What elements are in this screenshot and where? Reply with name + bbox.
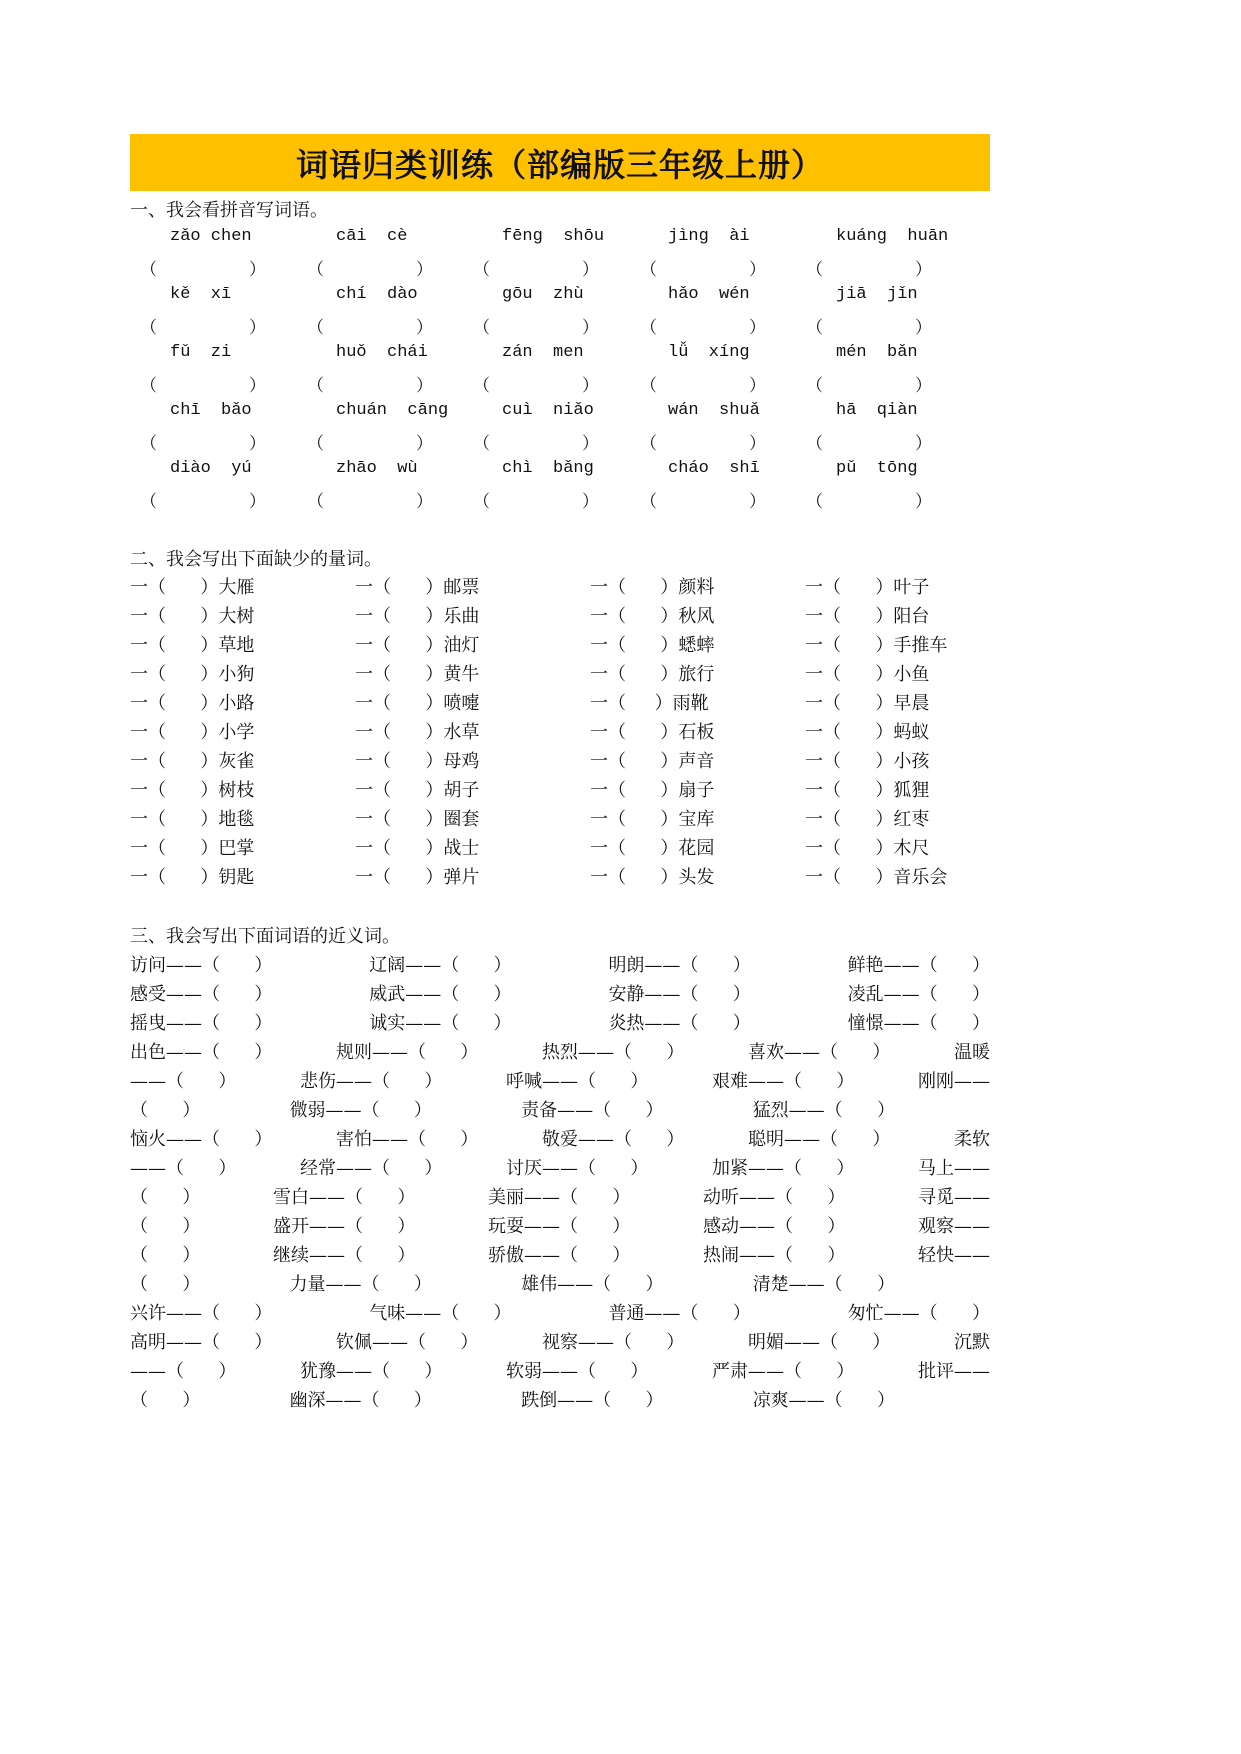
measure-word-item[interactable]: 一（ ）蚂蚁 <box>805 722 930 743</box>
close-bracket: ） <box>416 434 433 454</box>
synonym-item[interactable]: 出色——（ ） <box>130 1042 273 1063</box>
synonym-item[interactable] <box>984 1096 990 1122</box>
close-bracket: ） <box>249 376 266 396</box>
synonym-item[interactable] <box>984 1270 990 1296</box>
measure-word-item[interactable]: 一（ ）叶子 <box>805 577 930 598</box>
measure-word-item[interactable]: 一（ ）黄牛 <box>355 664 480 685</box>
synonym-item[interactable]: 热闹——（ ） <box>703 1245 846 1266</box>
open-bracket: （ <box>640 318 657 338</box>
close-bracket: ） <box>915 260 932 280</box>
measure-word-item[interactable]: 一（ ）秋风 <box>590 606 715 627</box>
pinyin-prompt: wán shuǎ <box>668 401 760 420</box>
open-bracket: （ <box>307 260 324 280</box>
open-bracket: （ <box>473 260 490 280</box>
synonym-item[interactable]: 力量——（ ） <box>289 1274 432 1295</box>
synonym-item[interactable]: 猛烈——（ ） <box>752 1100 896 1121</box>
synonym-item[interactable]: 匆忙——（ ） <box>847 1303 990 1324</box>
synonym-item[interactable]: 加紧——（ ） <box>712 1158 855 1179</box>
synonym-item[interactable]: 沉默 <box>954 1332 990 1353</box>
measure-word-item[interactable]: 一（ ）圈套 <box>355 809 480 830</box>
measure-word-item[interactable]: 一（ ）灰雀 <box>130 751 255 772</box>
open-bracket: （ <box>307 318 324 338</box>
synonym-item[interactable]: 马上—— <box>918 1158 990 1179</box>
answer-blank[interactable] <box>806 371 932 396</box>
page-title: 词语归类训练（部编版三年级上册） <box>295 145 824 184</box>
measure-word-item[interactable]: 一（ ）母鸡 <box>355 751 480 772</box>
measure-word-item[interactable]: 一（ ）大雁 <box>130 577 255 598</box>
open-bracket: （ <box>640 434 657 454</box>
close-bracket: ） <box>249 492 266 512</box>
synonym-item[interactable]: 威武——（ ） <box>369 984 512 1005</box>
synonym-item[interactable]: 雪白——（ ） <box>273 1187 416 1208</box>
pinyin-prompt: cuì niǎo <box>502 401 594 420</box>
synonym-line <box>130 1357 990 1383</box>
synonym-item[interactable]: 微弱——（ ） <box>289 1100 432 1121</box>
open-bracket: （ <box>806 376 823 396</box>
pinyin-prompt: jiā jǐn <box>836 285 918 304</box>
synonym-item[interactable]: 责备——（ ） <box>521 1100 664 1121</box>
synonym-item[interactable]: 安静——（ ） <box>608 984 751 1005</box>
answer-blank[interactable] <box>806 313 932 338</box>
synonym-item[interactable]: 气味——（ ） <box>369 1303 512 1324</box>
open-bracket: （ <box>640 376 657 396</box>
synonym-item[interactable]: 访问——（ ） <box>130 955 273 976</box>
synonym-item[interactable]: 喜欢——（ ） <box>748 1042 891 1063</box>
measure-word-item[interactable]: 一（ ）小学 <box>130 722 255 743</box>
pinyin-prompt: chì bǎng <box>502 459 594 478</box>
pinyin-prompt: zhāo wù <box>336 459 418 478</box>
synonym-item[interactable]: 感动——（ ） <box>703 1216 846 1237</box>
close-bracket: ） <box>582 318 599 338</box>
close-bracket: ） <box>582 376 599 396</box>
pinyin-prompt: lǚ xíng <box>668 343 750 362</box>
measure-word-item[interactable]: 一（ ）巴掌 <box>130 838 255 859</box>
open-bracket: （ <box>473 492 490 512</box>
synonym-item[interactable]: 刚刚—— <box>918 1071 990 1092</box>
synonym-item[interactable]: 视察——（ ） <box>542 1332 685 1353</box>
close-bracket: ） <box>749 434 766 454</box>
synonym-item[interactable]: 规则——（ ） <box>336 1042 479 1063</box>
synonym-item[interactable]: ——（ ） <box>130 1071 237 1092</box>
measure-word-item[interactable]: 一（ ）草地 <box>130 635 255 656</box>
synonym-item[interactable]: 轻快—— <box>918 1245 990 1266</box>
pinyin-prompt: mén bǎn <box>836 343 918 362</box>
measure-word-item[interactable]: 一（ ）大树 <box>130 606 255 627</box>
answer-blank[interactable] <box>806 429 932 454</box>
answer-blank[interactable] <box>140 371 266 396</box>
synonym-line <box>130 1328 990 1354</box>
measure-word-item[interactable]: 一（ ）宝库 <box>590 809 715 830</box>
answer-blank[interactable] <box>640 487 766 512</box>
answer-blank[interactable] <box>473 255 599 280</box>
synonym-item[interactable]: 讨厌——（ ） <box>506 1158 649 1179</box>
synonym-item[interactable]: 柔软 <box>954 1129 990 1150</box>
close-bracket: ） <box>416 318 433 338</box>
open-bracket: （ <box>307 376 324 396</box>
synonym-item[interactable]: （ ） <box>130 1245 201 1266</box>
synonym-line <box>130 1212 990 1238</box>
pinyin-prompt: cháo shī <box>668 459 760 478</box>
synonym-item[interactable]: 观察—— <box>918 1216 990 1237</box>
pinyin-prompt: huǒ chái <box>336 343 428 362</box>
synonym-line <box>130 1154 990 1180</box>
synonym-item[interactable]: （ ） <box>130 1216 201 1237</box>
synonym-item[interactable]: ——（ ） <box>130 1158 237 1179</box>
close-bracket: ） <box>582 260 599 280</box>
close-bracket: ） <box>416 492 433 512</box>
measure-word-item[interactable]: 一（ ）水草 <box>355 722 480 743</box>
answer-blank[interactable] <box>806 487 932 512</box>
measure-word-item[interactable]: 一（ ）喷嚏 <box>355 693 480 714</box>
synonym-item[interactable]: 艰难——（ ） <box>712 1071 855 1092</box>
section3-heading: 三、我会写出下面词语的近义词。 <box>130 926 400 947</box>
synonym-item[interactable]: 普通——（ ） <box>608 1303 751 1324</box>
synonym-line <box>130 1038 990 1064</box>
section1-heading: 一、我会看拼音写词语。 <box>130 200 328 221</box>
synonym-item[interactable]: 继续——（ ） <box>273 1245 416 1266</box>
synonym-item[interactable]: 鲜艳——（ ） <box>847 955 990 976</box>
synonym-item[interactable]: （ ） <box>130 1100 201 1121</box>
synonym-item[interactable]: （ ） <box>130 1390 201 1411</box>
synonym-item[interactable]: 聪明——（ ） <box>748 1129 891 1150</box>
synonym-line <box>130 1386 990 1412</box>
answer-blank[interactable] <box>307 313 433 338</box>
synonym-item[interactable]: （ ） <box>130 1274 201 1295</box>
pinyin-prompt: chī bǎo <box>170 401 252 420</box>
close-bracket: ） <box>749 318 766 338</box>
measure-word-item[interactable]: 一（ ）树枝 <box>130 780 255 801</box>
pinyin-prompt: chí dào <box>336 285 418 304</box>
title-banner <box>130 134 990 191</box>
open-bracket: （ <box>307 434 324 454</box>
answer-blank[interactable] <box>640 313 766 338</box>
close-bracket: ） <box>582 434 599 454</box>
measure-word-item[interactable]: 一（ ）战士 <box>355 838 480 859</box>
answer-blank[interactable] <box>640 255 766 280</box>
open-bracket: （ <box>806 434 823 454</box>
close-bracket: ） <box>249 260 266 280</box>
pinyin-prompt: hā qiàn <box>836 401 918 420</box>
synonym-item[interactable]: 诚实——（ ） <box>369 1013 512 1034</box>
synonym-line <box>130 951 990 977</box>
pinyin-prompt: gōu zhù <box>502 285 584 304</box>
synonym-item[interactable]: 寻觅—— <box>918 1187 990 1208</box>
pinyin-prompt: zǎo chen <box>170 227 252 246</box>
answer-blank[interactable] <box>140 313 266 338</box>
synonym-item[interactable]: 高明——（ ） <box>130 1332 273 1353</box>
synonym-item[interactable]: 清楚——（ ） <box>752 1274 896 1295</box>
measure-word-item[interactable]: 一（ ）乐曲 <box>355 606 480 627</box>
synonym-line <box>130 1009 990 1035</box>
open-bracket: （ <box>140 376 157 396</box>
pinyin-prompt: hǎo wén <box>668 285 750 304</box>
pinyin-prompt: kě xī <box>170 285 232 304</box>
synonym-item[interactable]: 跌倒——（ ） <box>521 1390 664 1411</box>
synonym-item[interactable]: 骄傲——（ ） <box>488 1245 631 1266</box>
measure-word-item[interactable]: 一（ ）小鱼 <box>805 664 930 685</box>
synonym-line <box>130 1067 990 1093</box>
answer-blank[interactable] <box>640 429 766 454</box>
synonym-item[interactable]: 玩耍——（ ） <box>488 1216 631 1237</box>
synonym-item[interactable]: 软弱——（ ） <box>506 1361 649 1382</box>
answer-blank[interactable] <box>140 255 266 280</box>
synonym-item[interactable]: 恼火——（ ） <box>130 1129 273 1150</box>
open-bracket: （ <box>473 318 490 338</box>
synonym-item[interactable]: 感受——（ ） <box>130 984 273 1005</box>
synonym-item[interactable]: 明朗——（ ） <box>608 955 751 976</box>
synonym-line <box>130 1270 990 1296</box>
pinyin-prompt: fēng shōu <box>502 227 605 246</box>
answer-blank[interactable] <box>473 487 599 512</box>
measure-word-item[interactable]: 一（ ）地毯 <box>130 809 255 830</box>
measure-word-item[interactable]: 一（ ）蟋蟀 <box>590 635 715 656</box>
synonym-item[interactable]: ——（ ） <box>130 1361 237 1382</box>
close-bracket: ） <box>915 376 932 396</box>
synonym-item[interactable]: 炎热——（ ） <box>608 1013 751 1034</box>
synonym-item[interactable]: 温暖 <box>954 1042 990 1063</box>
measure-word-item[interactable]: 一（ ）旅行 <box>590 664 715 685</box>
open-bracket: （ <box>140 260 157 280</box>
synonym-item[interactable]: 敬爱——（ ） <box>542 1129 685 1150</box>
close-bracket: ） <box>749 260 766 280</box>
answer-blank[interactable] <box>307 371 433 396</box>
measure-word-item[interactable]: 一（ ）头发 <box>590 867 715 888</box>
answer-blank[interactable] <box>140 429 266 454</box>
measure-word-item[interactable]: 一（ ）阳台 <box>805 606 930 627</box>
measure-word-item[interactable]: 一（ ）音乐会 <box>805 867 948 888</box>
measure-word-item[interactable]: 一（ ）声音 <box>590 751 715 772</box>
measure-word-item[interactable]: 一（ ）弹片 <box>355 867 480 888</box>
synonym-item[interactable]: 害怕——（ ） <box>336 1129 479 1150</box>
synonym-item[interactable]: 盛开——（ ） <box>273 1216 416 1237</box>
synonym-item[interactable]: 呼喊——（ ） <box>506 1071 649 1092</box>
close-bracket: ） <box>749 376 766 396</box>
synonym-item[interactable]: 凉爽——（ ） <box>752 1390 896 1411</box>
open-bracket: （ <box>140 318 157 338</box>
close-bracket: ） <box>915 434 932 454</box>
pinyin-prompt: chuán cāng <box>336 401 449 420</box>
open-bracket: （ <box>473 434 490 454</box>
open-bracket: （ <box>640 260 657 280</box>
answer-blank[interactable] <box>473 313 599 338</box>
measure-word-item[interactable]: 一（ ）钥匙 <box>130 867 255 888</box>
answer-blank[interactable] <box>473 371 599 396</box>
synonym-item[interactable]: 摇曳——（ ） <box>130 1013 273 1034</box>
synonym-item[interactable]: 热烈——（ ） <box>542 1042 685 1063</box>
open-bracket: （ <box>806 492 823 512</box>
synonym-item[interactable]: 批评—— <box>918 1361 990 1382</box>
close-bracket: ） <box>915 318 932 338</box>
synonym-item[interactable]: 美丽——（ ） <box>488 1187 631 1208</box>
open-bracket: （ <box>640 492 657 512</box>
measure-word-item[interactable]: 一（ ）邮票 <box>355 577 480 598</box>
synonym-line <box>130 1183 990 1209</box>
measure-word-item[interactable]: 一（ ）狐狸 <box>805 780 930 801</box>
measure-word-item[interactable]: 一（ ）早晨 <box>805 693 930 714</box>
open-bracket: （ <box>140 492 157 512</box>
synonym-item[interactable] <box>984 1386 990 1412</box>
synonym-item[interactable]: 悲伤——（ ） <box>300 1071 443 1092</box>
close-bracket: ） <box>749 492 766 512</box>
measure-word-item[interactable]: 一（ ）油灯 <box>355 635 480 656</box>
answer-blank[interactable] <box>473 429 599 454</box>
open-bracket: （ <box>806 318 823 338</box>
synonym-item[interactable]: 钦佩——（ ） <box>336 1332 479 1353</box>
answer-blank[interactable] <box>640 371 766 396</box>
synonym-line <box>130 1125 990 1151</box>
answer-blank[interactable] <box>307 429 433 454</box>
synonym-item[interactable]: 动听——（ ） <box>703 1187 846 1208</box>
pinyin-prompt: kuáng huān <box>836 227 949 246</box>
open-bracket: （ <box>307 492 324 512</box>
measure-word-item[interactable]: 一（ ）雨靴 <box>590 693 709 714</box>
pinyin-prompt: cāi cè <box>336 227 408 246</box>
pinyin-prompt: zán men <box>502 343 584 362</box>
measure-word-item[interactable]: 一（ ）胡子 <box>355 780 480 801</box>
synonym-item[interactable]: 憧憬——（ ） <box>847 1013 990 1034</box>
answer-blank[interactable] <box>806 255 932 280</box>
synonym-item[interactable]: 雄伟——（ ） <box>521 1274 664 1295</box>
measure-word-item[interactable]: 一（ ）红枣 <box>805 809 930 830</box>
synonym-line <box>130 1241 990 1267</box>
synonym-item[interactable]: 兴许——（ ） <box>130 1303 273 1324</box>
synonym-item[interactable]: 严肃——（ ） <box>712 1361 855 1382</box>
synonym-item[interactable]: （ ） <box>130 1187 201 1208</box>
open-bracket: （ <box>473 376 490 396</box>
pinyin-prompt: jìng ài <box>668 227 750 246</box>
close-bracket: ） <box>582 492 599 512</box>
synonym-item[interactable]: 凌乱——（ ） <box>847 984 990 1005</box>
measure-word-item[interactable]: 一（ ）小狗 <box>130 664 255 685</box>
measure-word-item[interactable]: 一（ ）小路 <box>130 693 255 714</box>
synonym-item[interactable]: 犹豫——（ ） <box>300 1361 443 1382</box>
measure-word-item[interactable]: 一（ ）小孩 <box>805 751 930 772</box>
open-bracket: （ <box>140 434 157 454</box>
pinyin-prompt: fǔ zi <box>170 343 232 362</box>
synonym-item[interactable]: 辽阔——（ ） <box>369 955 512 976</box>
answer-blank[interactable] <box>140 487 266 512</box>
measure-word-item[interactable]: 一（ ）扇子 <box>590 780 715 801</box>
measure-word-item[interactable]: 一（ ）木尺 <box>805 838 930 859</box>
section2-heading: 二、我会写出下面缺少的量词。 <box>130 549 382 570</box>
close-bracket: ） <box>416 260 433 280</box>
synonym-item[interactable]: 幽深——（ ） <box>289 1390 432 1411</box>
open-bracket: （ <box>806 260 823 280</box>
close-bracket: ） <box>416 376 433 396</box>
synonym-line <box>130 1096 990 1122</box>
answer-blank[interactable] <box>307 255 433 280</box>
close-bracket: ） <box>249 318 266 338</box>
measure-word-item[interactable]: 一（ ）颜料 <box>590 577 715 598</box>
synonym-line <box>130 1299 990 1325</box>
synonym-item[interactable]: 经常——（ ） <box>300 1158 443 1179</box>
close-bracket: ） <box>915 492 932 512</box>
measure-word-item[interactable]: 一（ ）花园 <box>590 838 715 859</box>
measure-word-item[interactable]: 一（ ）手推车 <box>805 635 948 656</box>
synonym-item[interactable]: 明媚——（ ） <box>748 1332 891 1353</box>
pinyin-prompt: diào yú <box>170 459 252 478</box>
pinyin-prompt: pǔ tōng <box>836 459 918 478</box>
answer-blank[interactable] <box>307 487 433 512</box>
measure-word-item[interactable]: 一（ ）石板 <box>590 722 715 743</box>
synonym-line <box>130 980 990 1006</box>
close-bracket: ） <box>249 434 266 454</box>
